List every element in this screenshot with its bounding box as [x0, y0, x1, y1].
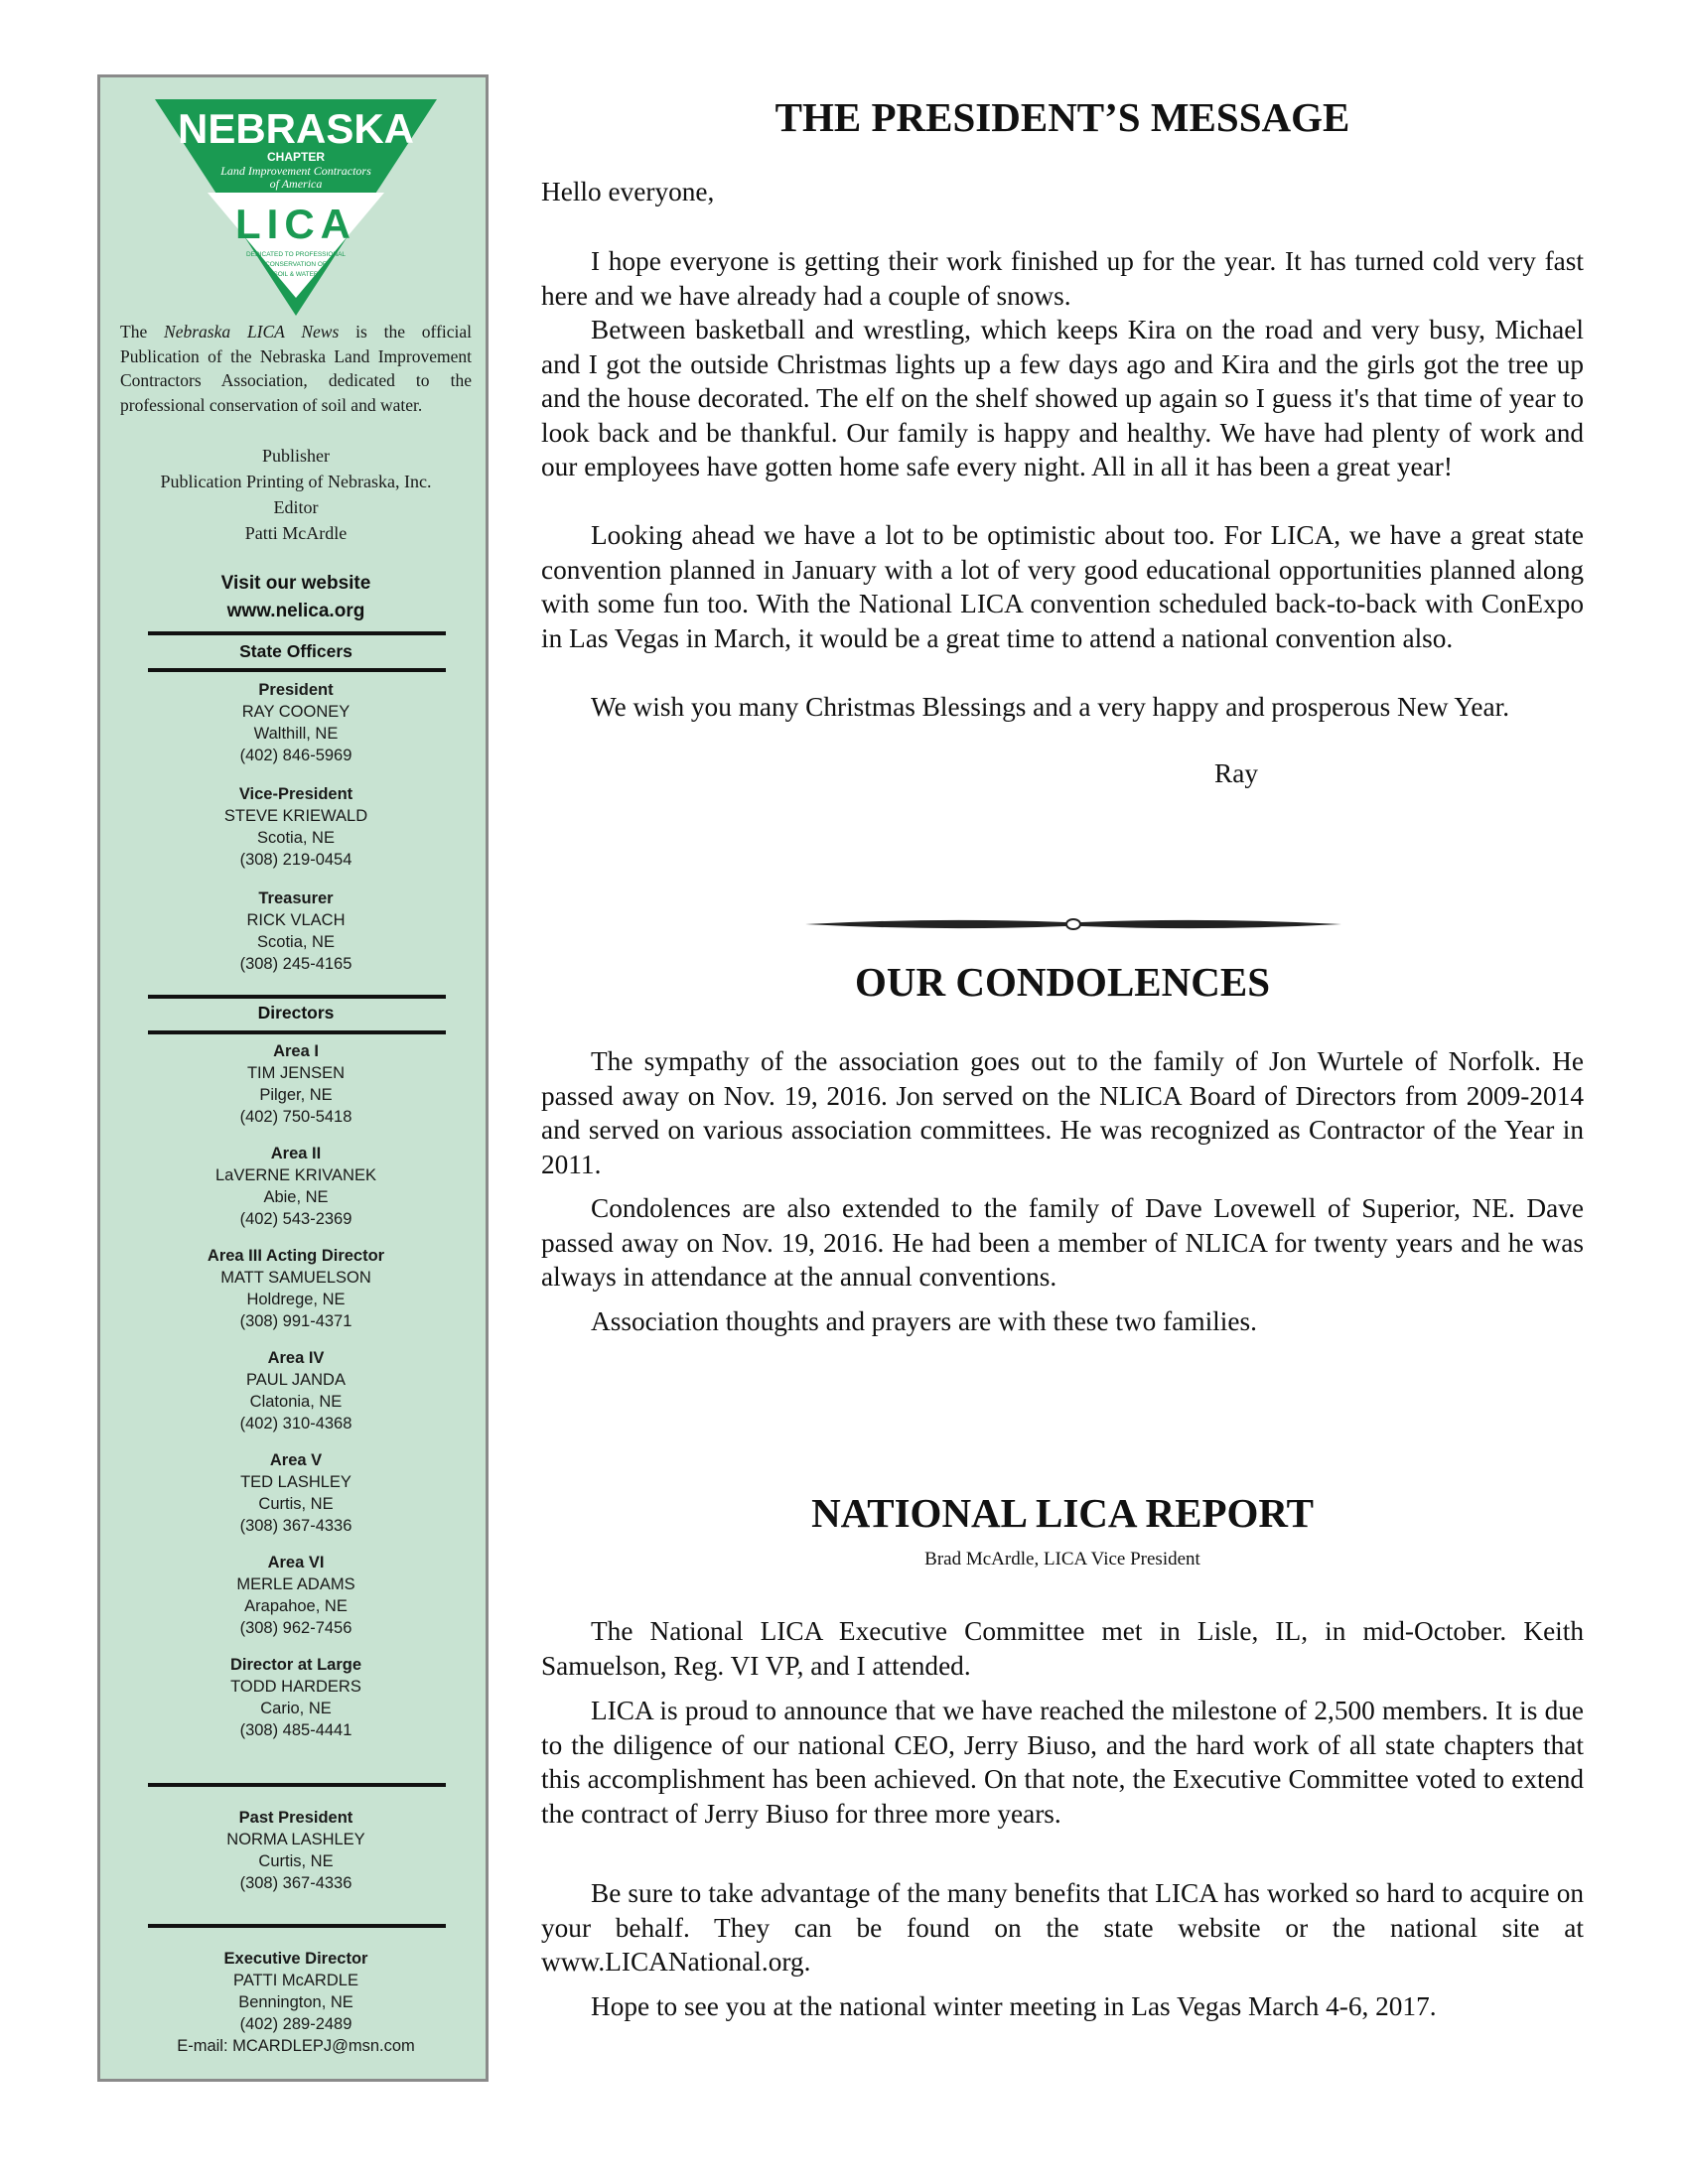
publisher-name: Publication Printing of Nebraska, Inc.	[160, 472, 432, 491]
publisher-label: Publisher	[261, 446, 330, 466]
divider-rule	[148, 631, 446, 635]
director-role: Area IV	[267, 1349, 325, 1367]
executive-director-email[interactable]: E-mail: MCARDLEPJ@msn.com	[177, 2037, 415, 2055]
director-name: MATT SAMUELSON	[220, 1269, 371, 1287]
officer-role: Treasurer	[258, 889, 334, 907]
director-name: TODD HARDERS	[230, 1678, 361, 1696]
divider-rule	[148, 1924, 446, 1928]
logo-motto2: CONSERVATION OF	[265, 261, 327, 268]
editor-name: Patti McArdle	[244, 523, 348, 543]
website-link[interactable]: www.nelica.org	[226, 601, 365, 621]
director-phone: (308) 991-4371	[239, 1312, 352, 1330]
divider-rule	[148, 668, 446, 672]
director-phone: (402) 750-5418	[239, 1108, 352, 1126]
logo-line1: Land Improvement Contractors	[220, 164, 371, 178]
national-paragraph: The National LICA Executive Committee met in Lisle, IL, in mid-October. Keith Samuelson, Reg. VI VP, and I attended.	[541, 1616, 1584, 1681]
officer-name: STEVE KRIEWALD	[223, 807, 368, 825]
director-area-5	[100, 1449, 492, 1537]
condolences-paragraph: Condolences are also extended to the family of Dave Lovewell of Superior, NE. Dave passed away on Nov. 19, 2016. He had been a member of NLICA for twenty years and he was always in attendance at the annual conventions.	[541, 1193, 1584, 1292]
officer-treasurer	[100, 887, 492, 975]
director-role: Director at Large	[229, 1656, 362, 1674]
officer-city: Scotia, NE	[257, 829, 335, 847]
officer-phone: (308) 219-0454	[239, 851, 352, 869]
director-role: Area I	[273, 1042, 319, 1060]
past-president-name: NORMA LASHLEY	[226, 1831, 365, 1848]
officer-name: RAY COONEY	[241, 703, 351, 721]
presidents-message-title: THE PRESIDENT’S MESSAGE	[774, 94, 1350, 140]
state-officers-heading: State Officers	[239, 641, 352, 661]
officer-name: RICK VLACH	[246, 911, 346, 929]
director-area-1	[100, 1040, 492, 1128]
executive-director	[100, 1948, 492, 2057]
director-area-2	[100, 1143, 492, 1230]
director-role: Area V	[269, 1451, 323, 1469]
director-area-4	[100, 1347, 492, 1434]
signature: Ray	[1214, 758, 1258, 788]
condolences-title: OUR CONDOLENCES	[854, 959, 1271, 1005]
director-city: Clatonia, NE	[249, 1393, 343, 1411]
director-role: Area III Acting Director	[207, 1247, 385, 1265]
divider-rule	[148, 1030, 446, 1034]
editor-label: Editor	[273, 497, 319, 517]
president-paragraph: I hope everyone is getting their work finished up for the year. It has turned cold very fast here and we have already had a couple of snows.	[541, 246, 1584, 311]
officer-president	[100, 679, 492, 766]
intro-description: is the official Publication of the Nebraska Land Improvement Contractors Association, dedicated to the professional conservation of soil and water.	[120, 322, 473, 415]
intro-publication-name: Nebraska LICA News	[164, 322, 340, 341]
officer-city: Scotia, NE	[257, 933, 335, 951]
website-block	[100, 570, 492, 625]
president-paragraph: Between basketball and wrestling, which keeps Kira on the road and very busy, Michael and I got the outside Christmas lights up a few days ago and Kira and the girls got the tree up and the house decorated. The elf on the shelf showed up again so I guess it's that time of year to look back and be thankful. Our family is happy and healthy. We have had plenty of work and our employees have gotten home safe every night. All in all it has been a great year!	[541, 315, 1584, 481]
visit-label: Visit our website	[220, 573, 371, 594]
officer-role: President	[258, 681, 334, 699]
past-president-city: Curtis, NE	[258, 1852, 334, 1870]
national-paragraph: Hope to see you at the national winter meeting in Las Vegas March 4-6, 2017.	[591, 1991, 1437, 2021]
executive-director-role: Executive Director	[223, 1950, 368, 1968]
director-role: Area VI	[267, 1554, 325, 1571]
past-president	[100, 1807, 492, 1894]
director-city: Curtis, NE	[258, 1495, 334, 1513]
director-phone: (308) 962-7456	[239, 1619, 352, 1637]
national-report-title: NATIONAL LICA REPORT	[811, 1490, 1314, 1536]
director-city: Cario, NE	[260, 1700, 332, 1717]
director-area-3	[100, 1245, 492, 1332]
director-name: LaVERNE KRIVANEK	[214, 1166, 376, 1184]
publisher-block	[100, 443, 492, 546]
logo-nebraska: NEBRASKA	[177, 105, 415, 152]
national-paragraph: LICA is proud to announce that we have reached the milestone of 2,500 members. It is due to the diligence of our national CEO, Jerry Biuso, and the hard work of all state chapters that this accomplishment has been achieved. On that note, the Executive Committee voted to extend the contract of Jerry Biuso for three more years.	[541, 1696, 1584, 1829]
director-phone: (402) 543-2369	[239, 1210, 352, 1228]
director-area-6	[100, 1552, 492, 1639]
officer-city: Walthill, NE	[253, 725, 339, 743]
president-paragraph: We wish you many Christmas Blessings and a very happy and prosperous New Year.	[591, 692, 1510, 722]
logo-lica: LICA	[235, 201, 356, 247]
director-city: Arapahoe, NE	[244, 1597, 348, 1615]
director-phone: (402) 310-4368	[239, 1415, 352, 1433]
ornamental-divider	[805, 911, 1341, 937]
nebraska-lica-logo	[152, 93, 440, 320]
director-at-large	[100, 1654, 492, 1741]
president-paragraph: Looking ahead we have a lot to be optimistic about too. For LICA, we have a great state convention planned in January with a lot of very good educational opportunities planned along with some fun too. With the National LICA convention scheduled back-to-back with ConExpo in Las Vegas in March, it would be a great time to attend a national convention also.	[541, 520, 1584, 653]
executive-director-name: PATTI McARDLE	[233, 1972, 358, 1989]
logo-motto3: SOIL & WATER	[273, 271, 319, 278]
officer-role: Vice-President	[238, 785, 353, 803]
executive-director-phone: (402) 289-2489	[239, 2015, 352, 2033]
sidebar	[97, 74, 489, 2082]
director-name: TIM JENSEN	[246, 1064, 346, 1082]
intro-the: The	[120, 322, 148, 341]
executive-director-city: Bennington, NE	[238, 1993, 353, 2011]
condolences-paragraph: Association thoughts and prayers are with these two families.	[591, 1306, 1257, 1336]
greeting: Hello everyone,	[541, 177, 715, 206]
officer-phone: (308) 245-4165	[239, 955, 352, 973]
officer-vice-president	[100, 783, 492, 871]
director-phone: (308) 485-4441	[239, 1721, 352, 1739]
national-report-byline: Brad McArdle, LICA Vice President	[924, 1549, 1200, 1570]
directors-heading: Directors	[257, 1003, 335, 1023]
national-paragraph: Be sure to take advantage of the many benefits that LICA has worked so hard to acquire on your behalf. They can be found on the state website or the national site at www.LICANational.org.	[541, 1878, 1584, 1977]
past-president-phone: (308) 367-4336	[239, 1874, 352, 1892]
logo-chapter: CHAPTER	[266, 150, 326, 164]
director-city: Holdrege, NE	[246, 1291, 346, 1308]
director-name: TED LASHLEY	[240, 1473, 352, 1491]
logo-line2: of America	[269, 177, 323, 191]
logo-motto1: DEDICATED TO PROFESSIONAL	[245, 251, 347, 258]
condolences-paragraph: The sympathy of the association goes out to the family of Jon Wurtele of Norfolk. He passed away on Nov. 19, 2016. Jon served on the NLICA Board of Directors from 2009-2014 and served on various association committees. He was recognized as Contractor of the Year in 2011.	[541, 1046, 1584, 1179]
divider-rule	[148, 1783, 446, 1787]
director-city: Abie, NE	[263, 1188, 329, 1206]
director-city: Pilger, NE	[259, 1086, 333, 1104]
director-name: MERLE ADAMS	[236, 1575, 355, 1593]
publication-intro	[120, 320, 472, 417]
officer-phone: (402) 846-5969	[239, 747, 352, 764]
director-role: Area II	[270, 1145, 322, 1162]
past-president-role: Past President	[238, 1809, 353, 1827]
director-name: PAUL JANDA	[246, 1371, 346, 1389]
divider-rule	[148, 995, 446, 999]
director-phone: (308) 367-4336	[239, 1517, 352, 1535]
